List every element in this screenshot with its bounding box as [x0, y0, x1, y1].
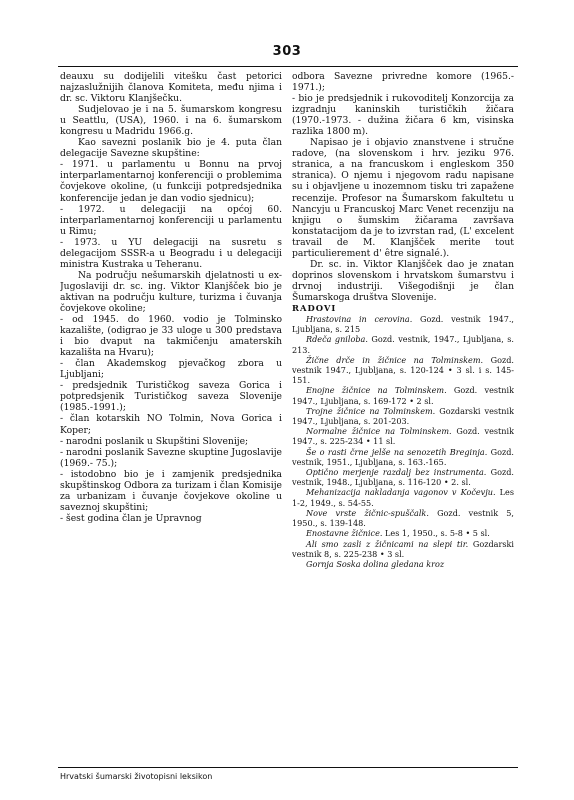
reference-item [292, 559, 514, 569]
reference-title: Še o rasti črne jelše na senozetih Breginja. [306, 446, 488, 457]
reference-title: Normalne žičnice na Tolminskem. [306, 426, 452, 437]
paragraph: Sudjelovao je i na 5. šumarskom kongresu u Seattlu, (USA), 1960. i na 6. šumarskom kongresu u Madridu 1966.g. [60, 104, 282, 138]
paragraph: - 1973. u YU delegaciji na susretu s delegacijom SSSR-a u Beogradu i u delegaciji ministra Kustraka u Teheranu. [60, 236, 282, 270]
right-column-paragraphs [292, 71, 514, 303]
reference-item [292, 334, 514, 354]
reference-title: Rdeča gniloba. [306, 334, 368, 345]
reference-details: Gozd. vestnik, 1948., Ljubljana, s. 116-120 • 2. sl. [292, 467, 514, 488]
right-column [292, 71, 514, 763]
paragraph: Na području nešumarskih djelatnosti u ex-Jugoslaviji dr. sc. ing. Viktor Klanjšček bio je aktivan na području kulture, turizma i čuvanja čovjekove okoline; [60, 269, 282, 314]
reference-item [292, 355, 514, 386]
reference-details: Les 1, 1950., s. 5-8 • 5 sl. [382, 528, 490, 539]
reference-details: Les 1-2, 1949., s. 54-55. [292, 487, 514, 508]
paragraph: Kao savezni poslanik bio je 4. puta član delegacije Savezne skupštine: [60, 137, 282, 160]
reference-title: Enostavne žičnice. [306, 528, 383, 539]
footer-rule [58, 767, 518, 768]
reference-item [292, 426, 514, 446]
paragraph: Dr. sc. in. Viktor Klanjšček dao je znatan doprinos slovenskom i hrvatskom šumarstvu i drvnoj industriji. Višegodišnji je član Šumarskoga društva Slovenije. [292, 258, 514, 303]
paragraph: - 1972. u delegaciji na općoj 60. interparlamentarnoj konferenciji u parlamentu u Rimu; [60, 203, 282, 237]
reference-item [292, 406, 514, 426]
reference-details: Gozd. vestnik 1947., Ljubljana, s. 120-124 • 3 sl. i s. 145-151. [292, 354, 514, 386]
reference-item [292, 467, 514, 487]
reference-item [292, 528, 514, 538]
reference-item [292, 385, 514, 405]
paragraph: - član kotarskih NO Tolmin, Nova Gorica i Koper; [60, 413, 282, 436]
paragraph: deauxu su dodijelili vitešku čast petorici najzaslužnijih članova Komiteta, među njima i dr. sc. Viktoru Klanjšečku. [60, 71, 282, 105]
footer-text: Hrvatski šumarski životopisni leksikon [60, 772, 213, 781]
reference-details: Gozd. vestnik 1947., Ljubljana, s. 215 [292, 314, 514, 335]
paragraph: - bio je predsjednik i rukovoditelj Konzorcija za izgradnju kaninskih turističkih žičara (1970.-1973. - dužina žičara 6 km, visinska razlika 1800 m). [292, 93, 514, 138]
paragraph: - predsjednik Turističkog saveza Gorica i potpredsjenik Turističkog saveza Slovenije (1985.-1991.); [60, 380, 282, 414]
reference-details: Gozd. vestnik, 1951., Ljubljana, s. 163.-165. [292, 446, 514, 467]
reference-details: Gozd. vestnik, 1947., Ljubljana, s. 213. [292, 334, 514, 355]
reference-title: Hrastovina in cerovina. [306, 314, 413, 325]
reference-details: Gozd. vestnik 1947., Ljubljana, s. 169-172 • 2 sl. [292, 385, 514, 406]
reference-title: Nove vrste žičnic-spuščalk. [306, 507, 429, 518]
reference-item [292, 487, 514, 507]
left-column [60, 71, 282, 763]
paragraph: - član Akademskog pjevačkog zbora u Ljubljani; [60, 358, 282, 381]
paragraph: odbora Savezne privredne komore (1965.- 1971.); [292, 71, 514, 94]
page-number: 303 [272, 44, 302, 59]
paragraph: - 1971. u parlamentu u Bonnu na prvoj interparlamentarnoj konferenciji o problemima čovjekove okoline, (u funkciji potpredsjednika konferencije jedan je dan vodio sjednicu); [60, 159, 282, 204]
paragraph: - narodni poslanik u Skupštini Slovenije; [60, 435, 249, 447]
reference-title: Mehanizacija nakladanja vagonov v Kočevju. [306, 487, 496, 498]
reference-title: Optično merjenje razdalj bez instrumenta. [306, 467, 487, 478]
reference-details: Gozdarski vestnik 8, s. 225-238 • 3 sl. [292, 538, 514, 559]
reference-item [292, 314, 514, 334]
paragraph: Napisao je i objavio znanstvene i stručne radove, (na slovenskom i hrv. jeziku 976. stranica, a na francuskom i engleskom 350 stranica). O njemu i njegovom radu napisane su i objavljene u inozemnom tisku tri zapažene recenzije. Profesor na Šumarskom fakultetu u Nancyju u Francuskoj Marc Venet recenziju na knjigu o šumskim žičarama završava konstatacijom da je to izvrstan rad, (L' excelent travail de M. Klanjšček merite tout particulierement d' être signalé.). [292, 137, 514, 259]
reference-title: Enojne žičnice na Tolminskem. [306, 385, 447, 396]
reference-item [292, 508, 514, 528]
reference-details: Gozd. vestnik 5, 1950., s. 139-148. [292, 507, 514, 529]
reference-title: Ali smo zasli z žičnicami na slepi tir. [306, 538, 469, 549]
paragraph: - istodobno bio je i zamjenik predsjednika skupštinskog Odbora za turizam i član Komisije za urbanizam i čuvanje čovjekove okoline u saveznoj skupštini; [60, 468, 282, 513]
reference-details: Gozdarski vestnik 1947., Ljubljana, s. 201-203. [292, 405, 514, 427]
references-list [292, 314, 514, 569]
reference-title: Gornja Soska dolina gledana kroz [306, 558, 445, 569]
reference-title: Žične drče in žičnice na Tolminskem. [306, 354, 484, 365]
reference-item [292, 539, 514, 559]
header-rule [58, 66, 518, 67]
references-heading: RADOVI [292, 302, 337, 313]
reference-title: Trojne žičnice na Tolminskem. [306, 405, 436, 416]
paragraph: - šest godina član je Upravnog [60, 512, 202, 524]
reference-item [292, 447, 514, 467]
paragraph: - narodni poslanik Savezne skuptine Jugoslavije (1969.- 75.); [60, 446, 282, 469]
paragraph: - od 1945. do 1960. vodio je Tolminsko kazalište, (odigrao je 33 uloge u 300 predstava i bio dvaput na takmičenju amaterskih kazališta na Hvaru); [60, 314, 282, 359]
reference-details: Gozd. vestnik 1947., s. 225-234 • 11 sl. [292, 426, 514, 447]
